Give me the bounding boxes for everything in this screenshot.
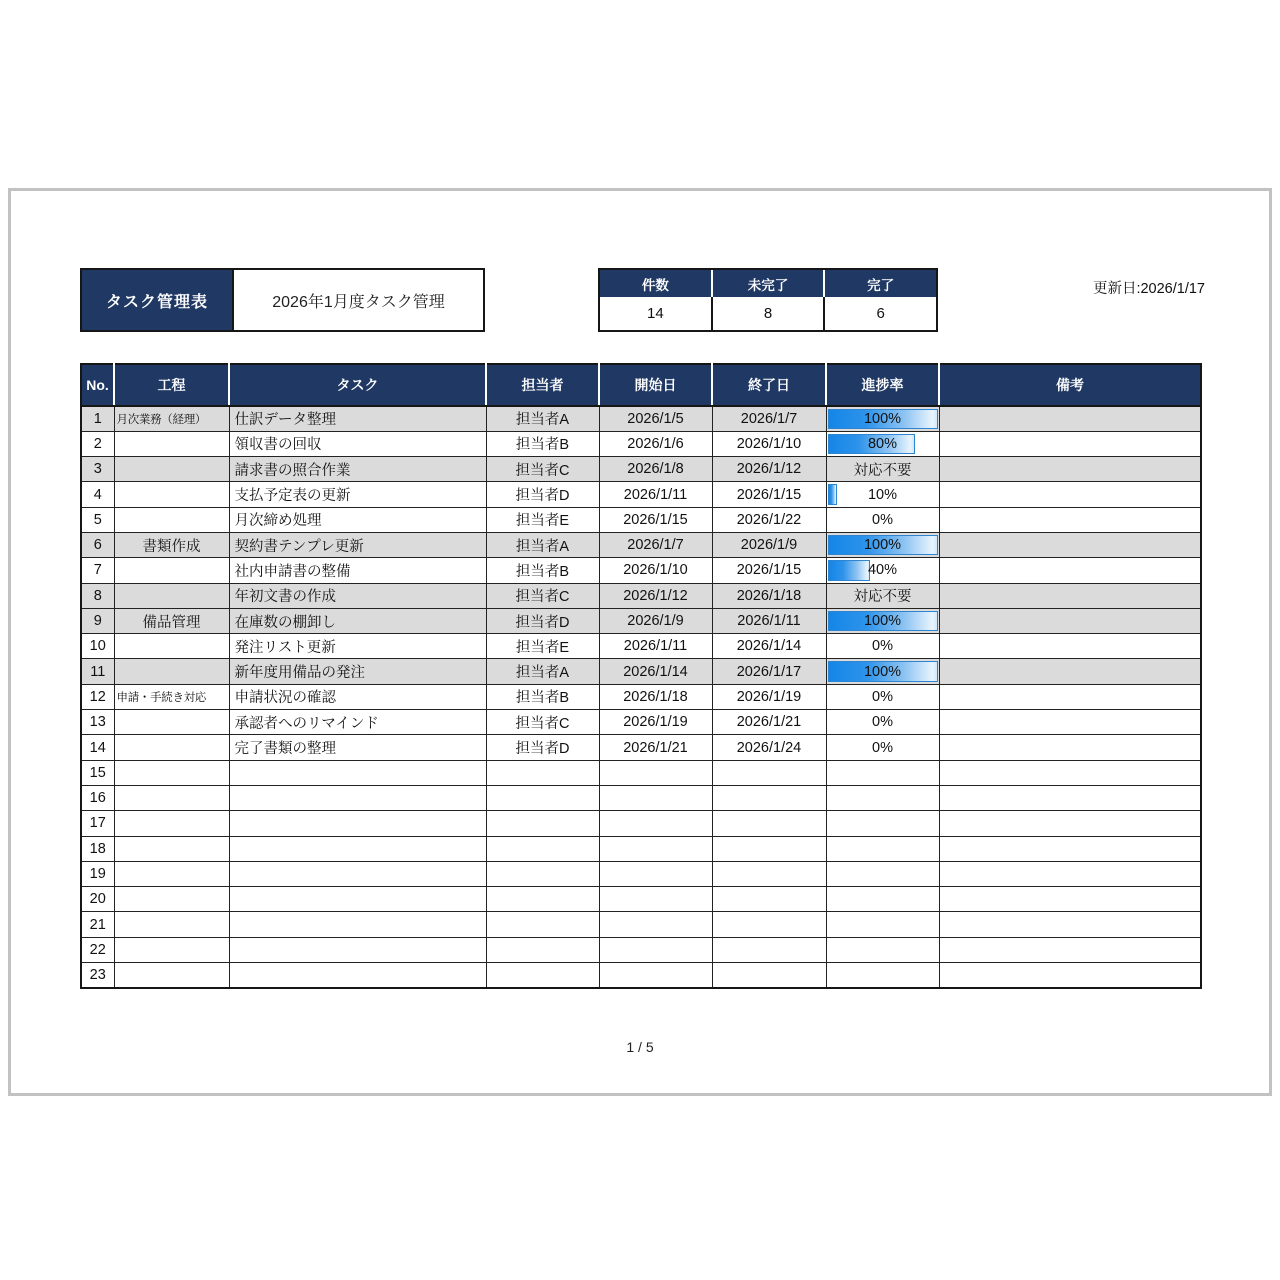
cell-process	[114, 836, 229, 861]
cell-end-date	[712, 836, 826, 861]
cell-owner: 担当者D	[486, 608, 599, 633]
cell-task: 新年度用備品の発注	[229, 659, 486, 684]
table-row	[81, 937, 1201, 962]
table-row	[81, 558, 1201, 583]
cell-task	[229, 963, 486, 988]
cell-owner: 担当者D	[486, 482, 599, 507]
table-row	[81, 861, 1201, 886]
table-row	[81, 431, 1201, 456]
cell-note	[939, 735, 1201, 760]
cell-note	[939, 532, 1201, 557]
cell-no: 14	[81, 735, 114, 760]
progress-label: 0%	[872, 688, 893, 705]
cell-no: 5	[81, 507, 114, 532]
cell-start-date	[599, 836, 712, 861]
cell-no: 8	[81, 583, 114, 608]
cell-start-date: 2026/1/8	[599, 457, 712, 482]
cell-no: 23	[81, 963, 114, 988]
cell-process	[114, 634, 229, 659]
cell-progress	[826, 887, 939, 912]
cell-start-date: 2026/1/12	[599, 583, 712, 608]
cell-owner: 担当者A	[486, 659, 599, 684]
cell-owner: 担当者A	[486, 406, 599, 431]
cell-no: 10	[81, 634, 114, 659]
cell-progress	[826, 532, 939, 557]
cell-process	[114, 811, 229, 836]
cell-progress	[826, 431, 939, 456]
cell-start-date: 2026/1/11	[599, 634, 712, 659]
cell-no: 21	[81, 912, 114, 937]
cell-no: 20	[81, 887, 114, 912]
cell-end-date	[712, 937, 826, 962]
progress-label: 対応不要	[853, 589, 912, 606]
cell-process	[114, 507, 229, 532]
cell-end-date: 2026/1/11	[712, 608, 826, 633]
cell-start-date: 2026/1/11	[599, 482, 712, 507]
cell-process	[114, 735, 229, 760]
table-row	[81, 785, 1201, 810]
cell-end-date	[712, 785, 826, 810]
cell-task: 請求書の照合作業	[229, 457, 486, 482]
cell-start-date: 2026/1/9	[599, 608, 712, 633]
cell-start-date	[599, 861, 712, 886]
cell-owner	[486, 937, 599, 962]
cell-process	[114, 963, 229, 988]
cell-start-date	[599, 963, 712, 988]
cell-progress	[826, 583, 939, 608]
cell-progress	[826, 912, 939, 937]
cell-process: 月次業務（経理）	[114, 406, 229, 431]
cell-progress	[826, 963, 939, 988]
cell-end-date: 2026/1/7	[712, 406, 826, 431]
progress-label: 10%	[867, 486, 898, 503]
progress-label: 100%	[863, 613, 902, 630]
cell-progress	[826, 811, 939, 836]
cell-task: 年初文書の作成	[229, 583, 486, 608]
header-start-date: 開始日	[599, 364, 712, 406]
cell-progress	[826, 836, 939, 861]
table-row	[81, 963, 1201, 988]
cell-progress	[826, 558, 939, 583]
cell-start-date: 2026/1/21	[599, 735, 712, 760]
cell-start-date	[599, 887, 712, 912]
cell-owner	[486, 912, 599, 937]
table-row	[81, 887, 1201, 912]
header-progress: 進捗率	[826, 364, 939, 406]
title-block	[80, 268, 485, 332]
page-number: 1 / 5	[626, 1039, 654, 1055]
cell-no: 9	[81, 608, 114, 633]
cell-note	[939, 684, 1201, 709]
cell-start-date: 2026/1/10	[599, 558, 712, 583]
progress-data-bar	[828, 560, 871, 580]
cell-owner: 担当者D	[486, 735, 599, 760]
cell-progress	[826, 634, 939, 659]
table-row	[81, 735, 1201, 760]
cell-note	[939, 634, 1201, 659]
cell-task	[229, 937, 486, 962]
summary-value-complete: 6	[823, 297, 936, 330]
cell-task: 支払予定表の更新	[229, 482, 486, 507]
progress-label: 100%	[863, 537, 902, 554]
cell-task: 発注リスト更新	[229, 634, 486, 659]
cell-progress	[826, 735, 939, 760]
cell-progress	[826, 659, 939, 684]
cell-task: 領収書の回収	[229, 431, 486, 456]
cell-note	[939, 507, 1201, 532]
cell-task	[229, 861, 486, 886]
cell-start-date: 2026/1/6	[599, 431, 712, 456]
cell-process: 書類作成	[114, 532, 229, 557]
cell-end-date: 2026/1/12	[712, 457, 826, 482]
cell-no: 18	[81, 836, 114, 861]
cell-owner: 担当者E	[486, 507, 599, 532]
progress-label: 0%	[872, 638, 893, 655]
cell-end-date: 2026/1/18	[712, 583, 826, 608]
cell-start-date: 2026/1/7	[599, 532, 712, 557]
cell-note	[939, 431, 1201, 456]
cell-owner: 担当者B	[486, 558, 599, 583]
summary-value-count: 14	[646, 305, 664, 322]
cell-end-date: 2026/1/24	[712, 735, 826, 760]
cell-progress	[826, 406, 939, 431]
progress-label: 0%	[872, 511, 893, 528]
cell-owner	[486, 887, 599, 912]
summary-header-row	[600, 270, 936, 297]
cell-no: 2	[81, 431, 114, 456]
cell-owner	[486, 836, 599, 861]
cell-owner	[486, 861, 599, 886]
progress-data-bar	[828, 484, 837, 504]
cell-progress	[826, 507, 939, 532]
cell-process	[114, 760, 229, 785]
cell-start-date: 2026/1/14	[599, 659, 712, 684]
document-title-value: 2026年1月度タスク管理	[232, 270, 483, 330]
cell-end-date: 2026/1/9	[712, 532, 826, 557]
cell-task: 在庫数の棚卸し	[229, 608, 486, 633]
cell-end-date	[712, 963, 826, 988]
cell-process	[114, 431, 229, 456]
update-date: 更新日:2026/1/17	[1092, 281, 1205, 297]
cell-task: 完了書類の整理	[229, 735, 486, 760]
cell-no: 15	[81, 760, 114, 785]
summary-value-row	[600, 297, 936, 330]
cell-end-date	[712, 811, 826, 836]
cell-note	[939, 785, 1201, 810]
cell-end-date	[712, 887, 826, 912]
cell-progress	[826, 482, 939, 507]
progress-label: 0%	[872, 714, 893, 731]
cell-progress	[826, 710, 939, 735]
header-note: 備考	[939, 364, 1201, 406]
summary-header-complete: 完了	[823, 270, 936, 297]
table-row	[81, 659, 1201, 684]
cell-no: 22	[81, 937, 114, 962]
cell-owner	[486, 963, 599, 988]
cell-no: 19	[81, 861, 114, 886]
cell-progress	[826, 785, 939, 810]
cell-note	[939, 937, 1201, 962]
cell-note	[939, 583, 1201, 608]
cell-owner: 担当者C	[486, 583, 599, 608]
header-no: No.	[81, 364, 114, 406]
cell-owner: 担当者E	[486, 634, 599, 659]
cell-note	[939, 811, 1201, 836]
table-row	[81, 583, 1201, 608]
cell-process	[114, 482, 229, 507]
progress-label: 対応不要	[853, 462, 912, 479]
cell-process	[114, 710, 229, 735]
progress-label: 100%	[863, 410, 902, 427]
cell-start-date	[599, 785, 712, 810]
cell-note	[939, 887, 1201, 912]
cell-start-date	[599, 912, 712, 937]
cell-start-date	[599, 760, 712, 785]
progress-label: 80%	[867, 435, 898, 452]
cell-task	[229, 785, 486, 810]
cell-end-date: 2026/1/17	[712, 659, 826, 684]
summary-table	[598, 268, 938, 332]
cell-end-date: 2026/1/15	[712, 482, 826, 507]
cell-progress	[826, 608, 939, 633]
cell-process	[114, 659, 229, 684]
table-row	[81, 482, 1201, 507]
progress-label: 0%	[872, 739, 893, 756]
cell-note	[939, 760, 1201, 785]
cell-end-date	[712, 912, 826, 937]
cell-end-date: 2026/1/14	[712, 634, 826, 659]
table-row	[81, 684, 1201, 709]
header-process: 工程	[114, 364, 229, 406]
cell-start-date	[599, 811, 712, 836]
cell-owner: 担当者C	[486, 457, 599, 482]
cell-task: 契約書テンプレ更新	[229, 532, 486, 557]
summary-header-incomplete: 未完了	[711, 270, 824, 297]
cell-no: 11	[81, 659, 114, 684]
table-header-row	[81, 364, 1201, 406]
cell-no: 13	[81, 710, 114, 735]
cell-process	[114, 861, 229, 886]
cell-process	[114, 457, 229, 482]
cell-note	[939, 608, 1201, 633]
table-row	[81, 710, 1201, 735]
cell-end-date	[712, 760, 826, 785]
cell-end-date: 2026/1/22	[712, 507, 826, 532]
document-title-label: タスク管理表	[82, 270, 232, 330]
summary-value-incomplete: 8	[711, 297, 824, 330]
table-row	[81, 912, 1201, 937]
table-row	[81, 507, 1201, 532]
cell-no: 6	[81, 532, 114, 557]
cell-no: 3	[81, 457, 114, 482]
cell-end-date: 2026/1/21	[712, 710, 826, 735]
cell-process	[114, 937, 229, 962]
cell-task: 月次締め処理	[229, 507, 486, 532]
cell-owner: 担当者A	[486, 532, 599, 557]
cell-owner	[486, 760, 599, 785]
cell-progress	[826, 457, 939, 482]
table-row	[81, 760, 1201, 785]
cell-task: 社内申請書の整備	[229, 558, 486, 583]
cell-note	[939, 710, 1201, 735]
cell-task	[229, 836, 486, 861]
cell-note	[939, 912, 1201, 937]
cell-task: 申請状況の確認	[229, 684, 486, 709]
summary-header-count: 件数	[641, 277, 669, 293]
cell-start-date	[599, 937, 712, 962]
cell-process	[114, 785, 229, 810]
header-owner: 担当者	[486, 364, 599, 406]
cell-owner: 担当者B	[486, 431, 599, 456]
cell-no: 7	[81, 558, 114, 583]
progress-label: 40%	[867, 562, 898, 579]
cell-note	[939, 836, 1201, 861]
cell-end-date: 2026/1/15	[712, 558, 826, 583]
cell-end-date: 2026/1/19	[712, 684, 826, 709]
table-row	[81, 634, 1201, 659]
cell-progress	[826, 760, 939, 785]
cell-end-date	[712, 861, 826, 886]
cell-no: 1	[81, 406, 114, 431]
cell-process: 備品管理	[114, 608, 229, 633]
cell-task	[229, 811, 486, 836]
cell-note	[939, 963, 1201, 988]
cell-start-date: 2026/1/18	[599, 684, 712, 709]
cell-progress	[826, 861, 939, 886]
table-row	[81, 457, 1201, 482]
cell-process	[114, 558, 229, 583]
cell-no: 17	[81, 811, 114, 836]
cell-note	[939, 558, 1201, 583]
cell-note	[939, 406, 1201, 431]
cell-no: 16	[81, 785, 114, 810]
cell-owner	[486, 811, 599, 836]
table-row	[81, 608, 1201, 633]
cell-task	[229, 912, 486, 937]
cell-process	[114, 887, 229, 912]
progress-label: 100%	[863, 663, 902, 680]
cell-task	[229, 887, 486, 912]
cell-no: 4	[81, 482, 114, 507]
cell-end-date: 2026/1/10	[712, 431, 826, 456]
task-table	[80, 363, 1202, 989]
cell-owner: 担当者B	[486, 684, 599, 709]
cell-start-date: 2026/1/15	[599, 507, 712, 532]
header-task: タスク	[229, 364, 486, 406]
cell-note	[939, 861, 1201, 886]
cell-process: 申請・手続き対応	[114, 684, 229, 709]
cell-task	[229, 760, 486, 785]
cell-note	[939, 482, 1201, 507]
cell-progress	[826, 937, 939, 962]
table-row	[81, 532, 1201, 557]
cell-owner: 担当者C	[486, 710, 599, 735]
cell-task: 承認者へのリマインド	[229, 710, 486, 735]
cell-note	[939, 457, 1201, 482]
cell-start-date: 2026/1/5	[599, 406, 712, 431]
cell-start-date: 2026/1/19	[599, 710, 712, 735]
table-row	[81, 836, 1201, 861]
table-row	[81, 811, 1201, 836]
table-row	[81, 406, 1201, 431]
cell-process	[114, 912, 229, 937]
header-end-date: 終了日	[712, 364, 826, 406]
cell-no: 12	[81, 684, 114, 709]
cell-process	[114, 583, 229, 608]
cell-progress	[826, 684, 939, 709]
cell-task: 仕訳データ整理	[229, 406, 486, 431]
cell-owner	[486, 785, 599, 810]
cell-note	[939, 659, 1201, 684]
